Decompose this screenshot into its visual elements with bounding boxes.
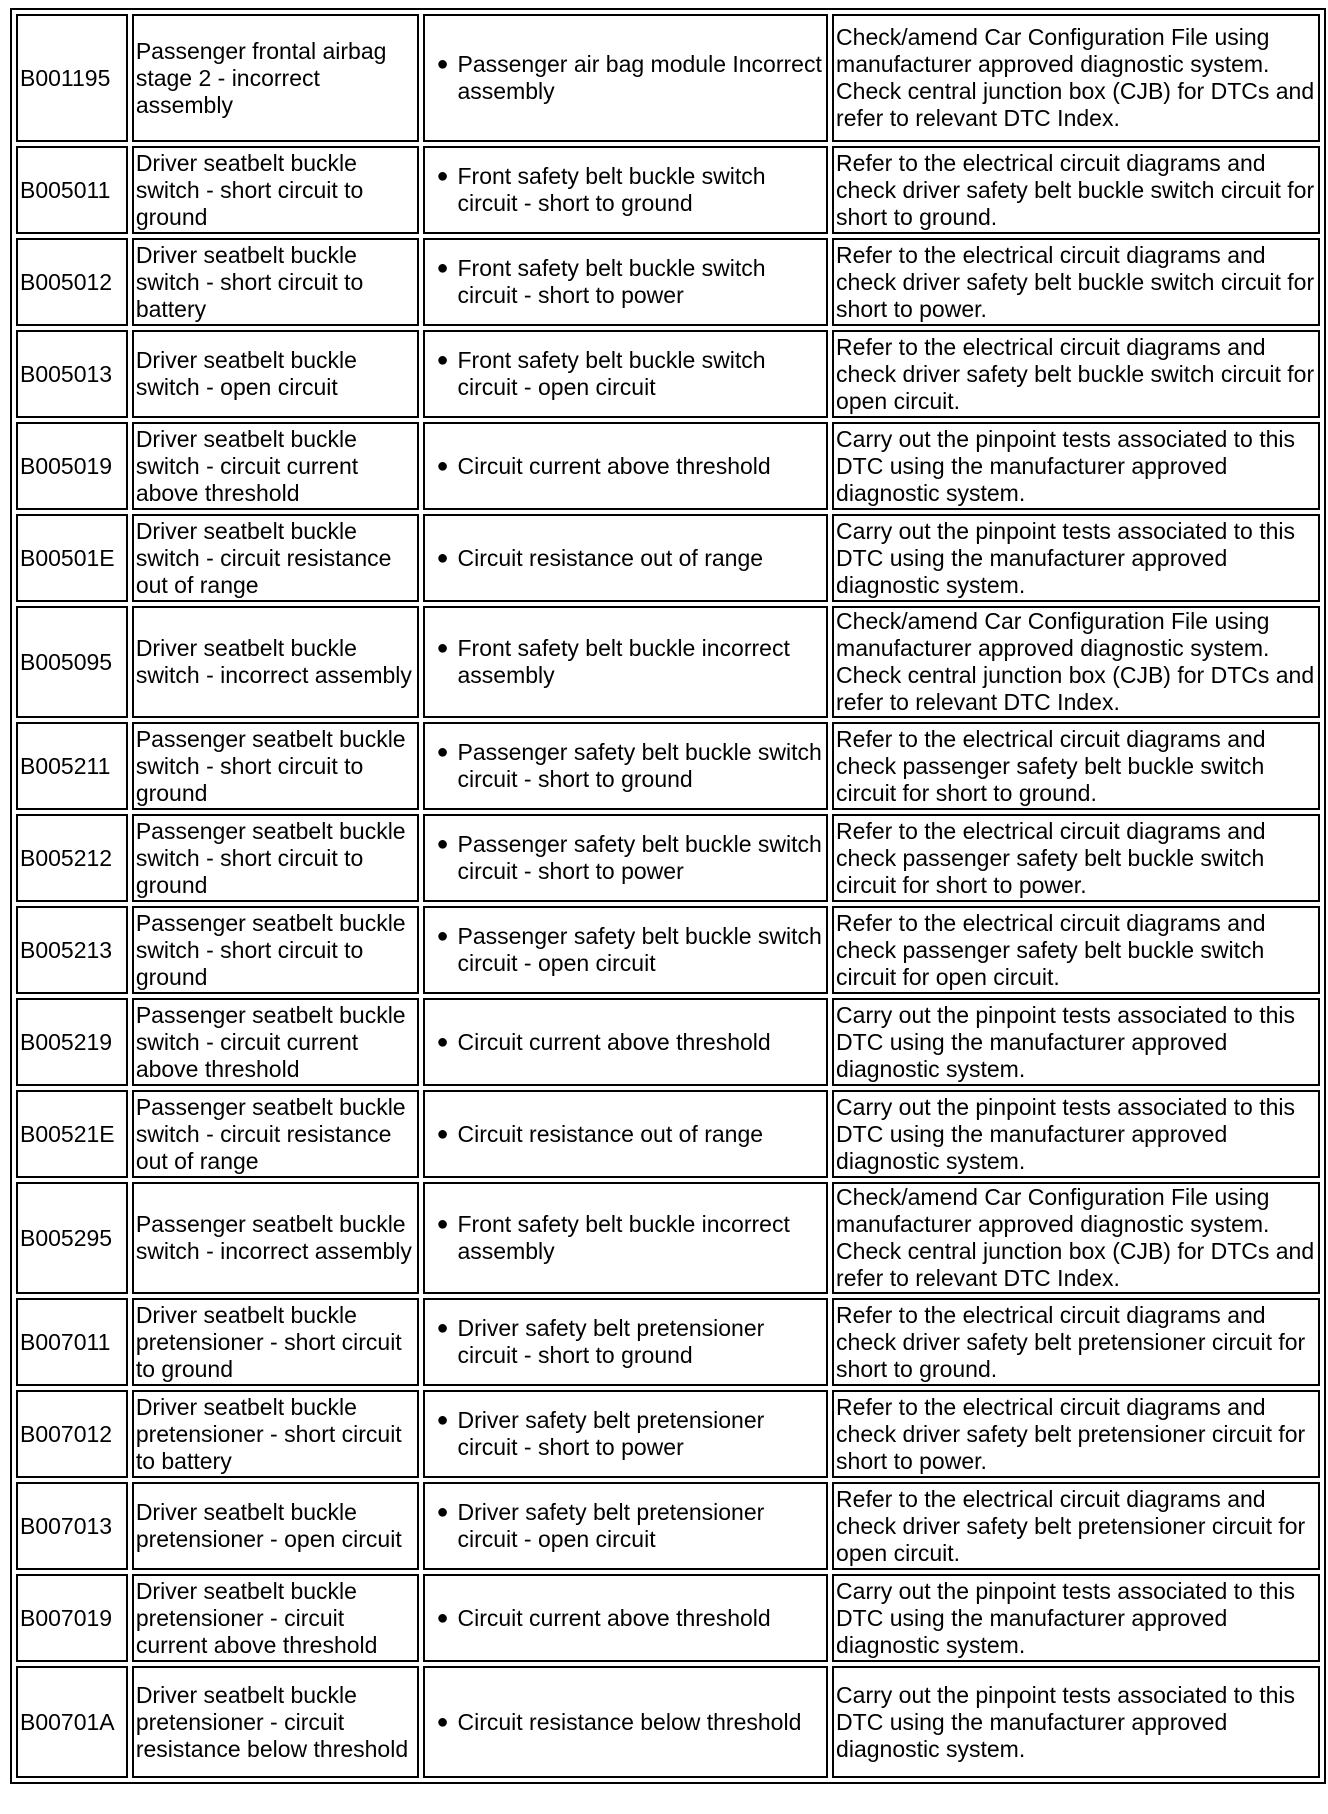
dtc-description-cell: Driver seatbelt buckle pretensioner - circuit current above threshold [132, 1574, 420, 1662]
dtc-description-cell: Driver seatbelt buckle switch - short circuit to ground [132, 146, 420, 234]
possible-cause-text: Driver safety belt pretensioner circuit - short to power [457, 1407, 765, 1460]
action-text: Carry out the pinpoint tests associated to this DTC using the manufacturer approved diagnostic system. [836, 1093, 1296, 1174]
dtc-code-cell: B00501E [16, 514, 128, 602]
possible-cause-cell [423, 998, 828, 1086]
possible-cause-cell [423, 814, 828, 902]
bullet-icon: ● [436, 1606, 449, 1629]
table-row [16, 14, 1320, 142]
dtc-description-cell: Passenger seatbelt buckle switch - short circuit to ground [132, 814, 420, 902]
dtc-code-cell: B005019 [16, 422, 128, 510]
possible-cause-text: Front safety belt buckle switch circuit - short to ground [457, 163, 766, 216]
possible-cause-cell [423, 1574, 828, 1662]
dtc-code-cell: B007011 [16, 1298, 128, 1386]
dtc-code-cell: B005219 [16, 998, 128, 1086]
table-row [16, 1482, 1320, 1570]
bullet-icon: ● [436, 1122, 449, 1145]
possible-cause-cell [423, 722, 828, 810]
dtc-description-cell: Driver seatbelt buckle switch - circuit current above threshold [132, 422, 420, 510]
bullet-icon: ● [436, 349, 449, 371]
possible-cause-cell [423, 14, 828, 142]
possible-cause-cell [423, 422, 828, 510]
action-text: Refer to the electrical circuit diagrams and check driver safety belt buckle switch circuit for short to ground. [836, 149, 1315, 230]
possible-cause-text: Passenger safety belt buckle switch circuit - short to power [457, 831, 822, 884]
possible-cause-cell [423, 606, 828, 718]
dtc-code-cell: B005095 [16, 606, 128, 718]
dtc-description-cell: Driver seatbelt buckle pretensioner - circuit resistance below threshold [132, 1666, 420, 1778]
dtc-code-cell: B005012 [16, 238, 128, 326]
possible-cause-cell [423, 330, 828, 418]
action-text: Carry out the pinpoint tests associated to this DTC using the manufacturer approved diagnostic system. [836, 425, 1296, 506]
table-row [16, 238, 1320, 326]
dtc-table [10, 8, 1326, 1784]
dtc-code-cell: B005211 [16, 722, 128, 810]
possible-cause-text: Driver safety belt pretensioner circuit - short to ground [457, 1315, 765, 1368]
dtc-code-cell: B007012 [16, 1390, 128, 1478]
possible-cause-text: Front safety belt buckle switch circuit - open circuit [457, 347, 766, 400]
dtc-description-cell: Passenger seatbelt buckle switch - circuit current above threshold [132, 998, 420, 1086]
possible-cause-cell [423, 1182, 828, 1294]
bullet-icon: ● [436, 741, 449, 763]
dtc-code-cell: B005295 [16, 1182, 128, 1294]
dtc-description-cell: Passenger frontal airbag stage 2 - incorrect assembly [132, 14, 420, 142]
action-cell [832, 998, 1320, 1086]
possible-cause-text: Circuit current above threshold [457, 452, 771, 479]
bullet-icon: ● [436, 165, 449, 187]
dtc-description-cell: Driver seatbelt buckle switch - open circuit [132, 330, 420, 418]
bullet-icon: ● [436, 546, 449, 569]
dtc-description-cell: Passenger seatbelt buckle switch - short circuit to ground [132, 906, 420, 994]
action-text: Refer to the electrical circuit diagrams and check driver safety belt buckle switch circuit for open circuit. [836, 333, 1315, 414]
dtc-description-cell: Driver seatbelt buckle pretensioner - open circuit [132, 1482, 420, 1570]
table-row [16, 906, 1320, 994]
bullet-icon: ● [436, 53, 449, 75]
table-row [16, 330, 1320, 418]
action-cell [832, 722, 1320, 810]
action-cell [832, 14, 1320, 142]
bullet-icon: ● [436, 1317, 449, 1339]
bullet-icon: ● [436, 1030, 449, 1053]
bullet-icon: ● [436, 257, 449, 279]
table-row [16, 514, 1320, 602]
dtc-code-cell: B005212 [16, 814, 128, 902]
action-text: Check/amend Car Configuration File using manufacturer approved diagnostic system. [836, 24, 1270, 77]
dtc-code-cell: B00521E [16, 1090, 128, 1178]
table-row [16, 722, 1320, 810]
dtc-description-cell: Driver seatbelt buckle switch - incorrect assembly [132, 606, 420, 718]
action-text: Refer to the electrical circuit diagrams and check passenger safety belt buckle switch circuit for open circuit. [836, 909, 1266, 990]
action-text: Check/amend Car Configuration File using manufacturer approved diagnostic system. Check central junction box (CJB) for DTCs and refer to relevant DTC Index. [836, 608, 1315, 715]
action-cell [832, 1482, 1320, 1570]
possible-cause-text: Front safety belt buckle switch circuit - short to power [457, 255, 766, 308]
table-row [16, 1298, 1320, 1386]
action-cell [832, 514, 1320, 602]
possible-cause-text: Front safety belt buckle incorrect assembly [457, 1211, 790, 1264]
dtc-code-cell: B007019 [16, 1574, 128, 1662]
action-text: Carry out the pinpoint tests associated to this DTC using the manufacturer approved diagnostic system. [836, 1681, 1296, 1762]
action-text: Refer to the electrical circuit diagrams and check driver safety belt pretensioner circuit for short to power. [836, 1393, 1306, 1474]
action-cell [832, 1390, 1320, 1478]
action-cell [832, 1182, 1320, 1294]
possible-cause-text: Circuit resistance out of range [457, 544, 764, 571]
dtc-code-cell: B00701A [16, 1666, 128, 1778]
dtc-description-cell: Driver seatbelt buckle pretensioner - short circuit to battery [132, 1390, 420, 1478]
action-text: Refer to the electrical circuit diagrams and check passenger safety belt buckle switch circuit for short to ground. [836, 725, 1266, 806]
table-row [16, 422, 1320, 510]
action-cell [832, 146, 1320, 234]
action-cell [832, 422, 1320, 510]
bullet-icon: ● [436, 1409, 449, 1431]
action-text: Carry out the pinpoint tests associated to this DTC using the manufacturer approved diagnostic system. [836, 1001, 1296, 1082]
possible-cause-text: Passenger air bag module Incorrect assembly [457, 51, 822, 104]
bullet-icon: ● [436, 1710, 449, 1733]
bullet-icon: ● [436, 833, 449, 855]
action-text: Refer to the electrical circuit diagrams and check driver safety belt buckle switch circuit for short to power. [836, 241, 1315, 322]
dtc-code-cell: B005011 [16, 146, 128, 234]
bullet-icon: ● [436, 1213, 449, 1235]
dtc-code-cell: B007013 [16, 1482, 128, 1570]
bullet-icon: ● [436, 925, 449, 947]
action-text: Refer to the electrical circuit diagrams and check driver safety belt pretensioner circuit for short to ground. [836, 1301, 1306, 1382]
action-text: Carry out the pinpoint tests associated to this DTC using the manufacturer approved diagnostic system. [836, 517, 1296, 598]
possible-cause-text: Passenger safety belt buckle switch circuit - open circuit [457, 923, 822, 976]
dtc-description-cell: Driver seatbelt buckle switch - circuit resistance out of range [132, 514, 420, 602]
action-text: Refer to the electrical circuit diagrams and check passenger safety belt buckle switch circuit for short to power. [836, 817, 1266, 898]
action-cell [832, 1090, 1320, 1178]
dtc-description-cell: Passenger seatbelt buckle switch - short circuit to ground [132, 722, 420, 810]
action-cell [832, 1666, 1320, 1778]
action-cell [832, 906, 1320, 994]
action-cell [832, 814, 1320, 902]
table-row [16, 606, 1320, 718]
table-row [16, 998, 1320, 1086]
possible-cause-text: Circuit current above threshold [457, 1604, 771, 1631]
dtc-description-cell: Passenger seatbelt buckle switch - circuit resistance out of range [132, 1090, 420, 1178]
table-row [16, 1090, 1320, 1178]
action-cell [832, 1298, 1320, 1386]
bullet-icon: ● [436, 637, 449, 659]
possible-cause-cell [423, 906, 828, 994]
table-row [16, 1666, 1320, 1778]
possible-cause-text: Front safety belt buckle incorrect assembly [457, 635, 790, 688]
possible-cause-text: Driver safety belt pretensioner circuit - open circuit [457, 1499, 765, 1552]
possible-cause-cell [423, 1390, 828, 1478]
table-row [16, 1390, 1320, 1478]
possible-cause-cell [423, 1482, 828, 1570]
dtc-table-container [10, 8, 1326, 1784]
dtc-description-cell: Driver seatbelt buckle pretensioner - short circuit to ground [132, 1298, 420, 1386]
possible-cause-cell [423, 1090, 828, 1178]
possible-cause-text: Circuit resistance below threshold [457, 1708, 802, 1735]
table-row [16, 1182, 1320, 1294]
action-cell [832, 238, 1320, 326]
dtc-description-cell: Driver seatbelt buckle switch - short circuit to battery [132, 238, 420, 326]
possible-cause-text: Circuit current above threshold [457, 1028, 771, 1055]
possible-cause-cell [423, 238, 828, 326]
table-row [16, 814, 1320, 902]
possible-cause-cell [423, 1666, 828, 1778]
action-text: Check/amend Car Configuration File using manufacturer approved diagnostic system. Check central junction box (CJB) for DTCs and refer to relevant DTC Index. [836, 1184, 1315, 1291]
action-cell [832, 606, 1320, 718]
dtc-code-cell: B001195 [16, 14, 128, 142]
action-text: Check central junction box (CJB) for DTCs and refer to relevant DTC Index. [836, 78, 1315, 131]
possible-cause-cell [423, 1298, 828, 1386]
table-row [16, 1574, 1320, 1662]
action-text: Carry out the pinpoint tests associated to this DTC using the manufacturer approved diagnostic system. [836, 1577, 1296, 1658]
action-text: Refer to the electrical circuit diagrams and check driver safety belt pretensioner circuit for open circuit. [836, 1485, 1306, 1566]
possible-cause-cell [423, 514, 828, 602]
bullet-icon: ● [436, 1501, 449, 1523]
action-cell [832, 330, 1320, 418]
dtc-description-cell: Passenger seatbelt buckle switch - incorrect assembly [132, 1182, 420, 1294]
possible-cause-text: Circuit resistance out of range [457, 1120, 764, 1147]
possible-cause-cell [423, 146, 828, 234]
action-cell [832, 1574, 1320, 1662]
bullet-icon: ● [436, 454, 449, 477]
dtc-code-cell: B005013 [16, 330, 128, 418]
table-row [16, 146, 1320, 234]
possible-cause-text: Passenger safety belt buckle switch circuit - short to ground [457, 739, 822, 792]
dtc-code-cell: B005213 [16, 906, 128, 994]
